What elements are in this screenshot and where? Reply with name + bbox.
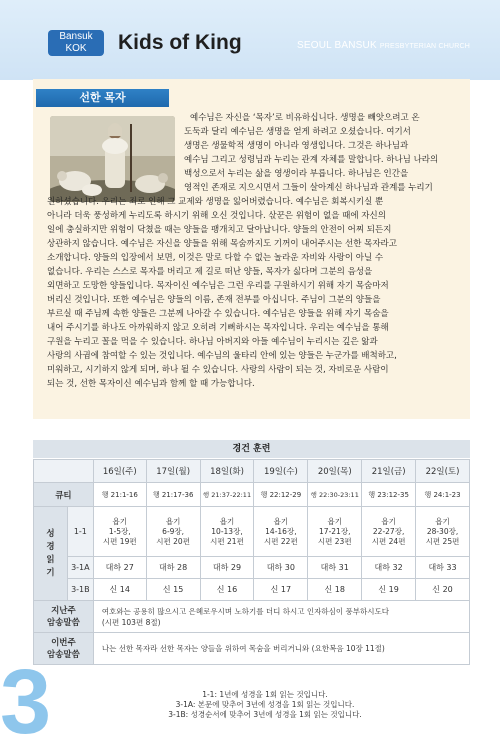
church-name [297,40,470,51]
reading-cell: 신 14 [93,579,146,601]
badge-line2: KOK [65,43,87,54]
memory-label-line: 지난주 [51,605,76,616]
article-line: 예수님은 자신을 ‘목자’로 비유하십니다. 생명을 빼앗으려고 온 [190,113,420,123]
day-cell: 18일(화) [200,460,254,483]
memory-last-row [34,601,470,633]
shepherd-image [50,116,175,202]
reading-cell: 대하 33 [416,557,470,579]
reading-row-3-1b [34,579,470,601]
article-line: 상관하지 않습니다. 예수님은 자신을 양들을 위해 목숨까지도 기꺼이 내어주시는 선한 목자라고 [47,239,397,249]
qt-cell: 행 21:37-22:11 [200,483,254,507]
page-title: Kids of King [118,31,242,54]
article-line: 사랑의 사귐에 참여할 수 있는 것입니다. 예수님의 울타리 안에 있는 양들은 누군가를 배척하고, [47,351,397,361]
badge-line1: Bansuk [59,31,93,42]
reading-cell: 대하 30 [254,557,308,579]
qt-cell: 행 22:30-23:11 [308,483,362,507]
reading-label-char: 기 [46,567,55,578]
church-main: SEOUL BANSUK [297,40,377,51]
shepherd-illustration [50,116,175,202]
reading-cell: 욥기 6-9장, 시편 20편 [146,507,200,557]
day-cell: 21일(금) [362,460,416,483]
reading-label-char: 읽 [46,554,55,565]
reading-cell: 욥기 1-5장, 시편 19편 [93,507,146,557]
note-line: 1-1: 1년에 성경을 1회 읽는 것입니다. [202,690,328,699]
schedule-title: 경건 훈련 [33,440,470,458]
reading-cell: 대하 32 [362,557,416,579]
article-line: 되는 것, 선한 목자이신 예수님과 함께 할 때 가능합니다. [47,379,255,389]
corner-cell [34,460,94,483]
memory-label-line: 이번주 [51,637,76,648]
church-sub: PRESBYTERIAN CHURCH [379,43,470,50]
plan-label: 1-1 [67,507,93,557]
article-line: 미워하고, 시기하지 않게 되며, 하나 될 수 있습니다. 사랑의 사람이 되는 것, 자비로운 사람이 [47,365,389,375]
article-line: 도둑과 달리 예수님은 생명을 얻게 하려고 오셨습니다. 여기서 [184,127,411,137]
article-line: 소개합니다. 양들의 입장에서 보면, 이것은 말로 다할 수 없는 놀라운 자비와 사랑이 아닐 수 [47,253,384,263]
qt-cell: 행 21:1-16 [93,483,146,507]
article-line: 없습니다. 우리는 스스로 목자를 버리고 제 길로 떠난 양들, 목자가 싫다며 그분의 음성을 [47,267,373,277]
article-line: 아니라 더욱 풍성하게 누리도록 하시기 위해 오신 것입니다. 삯꾼은 위험이 없을 때에 자신의 [47,211,386,221]
article-line: 버리신 것입니다. 또한 예수님은 양들의 이름, 존재 전부를 아십니다. 주님이 그분의 양들을 [47,295,381,305]
reading-cell: 신 18 [308,579,362,601]
page-number: 3 [0,651,52,753]
qt-cell: 행 22:12-29 [254,483,308,507]
qt-cell: 행 23:12-35 [362,483,416,507]
reading-label-char: 경 [46,541,55,552]
reading-cell: 욥기 10-13장, 시편 21편 [200,507,254,557]
reading-cell: 대하 31 [308,557,362,579]
memory-label-line: 암송말씀 [46,649,80,660]
article-line: 외면하고 도망한 양들입니다. 목자이신 예수님은 그런 우리를 구원하시기 위해 자기 목숨마저 [47,281,389,291]
qt-cell: 행 24:1-23 [416,483,470,507]
day-cell: 16일(주) [93,460,146,483]
reading-cell: 대하 28 [146,557,200,579]
reading-cell: 신 17 [254,579,308,601]
article-line: 예수님 그리고 성령님과 누리는 관계 자체를 말합니다. 하나님 나라의 [184,155,439,165]
reading-label [34,507,68,601]
reading-plan-notes [100,690,430,720]
bansuk-kok-badge [48,30,104,56]
article-line: 백성으로서 누리는 삶을 영생이라 부릅니다. 하나님은 인간을 [184,169,409,179]
day-cell: 17일(월) [146,460,200,483]
memory-last-verse [93,601,469,633]
memory-verse-line: 여호와는 공용히 많으시고 은혜로우시며 노하기를 더디 하시고 인자하심이 풍부하시도다 [101,606,389,616]
article-line: 영적인 존재로 지으시면서 그들이 살아계신 하나님과 관계를 누리기 [184,183,433,193]
day-cell: 22일(토) [416,460,470,483]
reading-cell: 신 15 [146,579,200,601]
article-title: 선한 목자 [36,89,169,107]
reading-cell: 대하 27 [93,557,146,579]
article-line: 원하셨습니다. 우리는 죄로 인해 그 교제와 생명을 잃어버렸습니다. 예수님은 회복시키실 뿐 [47,197,384,207]
qt-label: 큐티 [34,483,94,507]
day-header-row [34,460,470,483]
memory-label-line: 암송말씀 [46,617,80,628]
reading-row-1-1 [34,507,470,557]
note-line: 3-1A: 본문에 맞추어 3년에 성경을 1회 읽는 것입니다. [175,700,355,709]
memory-verse-ref: (시편 103편 8절) [101,617,161,627]
memory-last-label [34,601,94,633]
reading-cell: 신 20 [416,579,470,601]
article-line: 구원을 누리고 꼴을 먹을 수 있습니다. 하나님 아버지와 아들 예수님이 누리시는 깊은 앎과 [47,337,378,347]
article-line: 내어 주시기를 하나도 아까워하지 않고 오히려 기뻐하시는 목자입니다. 우리는 예수님을 통해 [47,323,389,333]
plan-label: 3-1B [67,579,93,601]
reading-cell: 욥기 17-21장, 시편 23편 [308,507,362,557]
article-line: 일에 충실하지만 위험이 닥쳤을 때는 양들을 팽개치고 달아납니다. 양들의 안전이 어찌 되든지 [47,225,392,235]
reading-cell: 욥기 28-30장, 시편 25편 [416,507,470,557]
day-cell: 20일(목) [308,460,362,483]
reading-label-char: 성 [46,528,55,539]
qt-row [34,483,470,507]
qt-cell: 행 21:17-36 [146,483,200,507]
article-line: 부르실 때 주님께 속한 양들은 그분께 나아갈 수 있습니다. 예수님은 양들을 위해 자기 목숨을 [47,309,389,319]
schedule-table [33,459,470,665]
memory-this-row [34,633,470,665]
reading-cell: 욥기 22-27장, 시편 24편 [362,507,416,557]
reading-cell: 대하 29 [200,557,254,579]
reading-cell: 신 19 [362,579,416,601]
article-line: 생명은 생물학적 생명이 아니라 영생입니다. 그것은 하나님과 [184,141,409,151]
memory-this-verse: 나는 선한 목자라 선한 목자는 양들을 위하여 목숨을 버리거니와 (요한복음 10장 11절) [93,633,469,665]
reading-cell: 욥기 14-16장, 시편 22편 [254,507,308,557]
reading-row-3-1a [34,557,470,579]
note-line: 3-1B: 성경순서에 맞추어 3년에 성경을 1회 읽는 것입니다. [168,710,362,719]
day-cell: 19일(수) [254,460,308,483]
reading-cell: 신 16 [200,579,254,601]
plan-label: 3-1A [67,557,93,579]
